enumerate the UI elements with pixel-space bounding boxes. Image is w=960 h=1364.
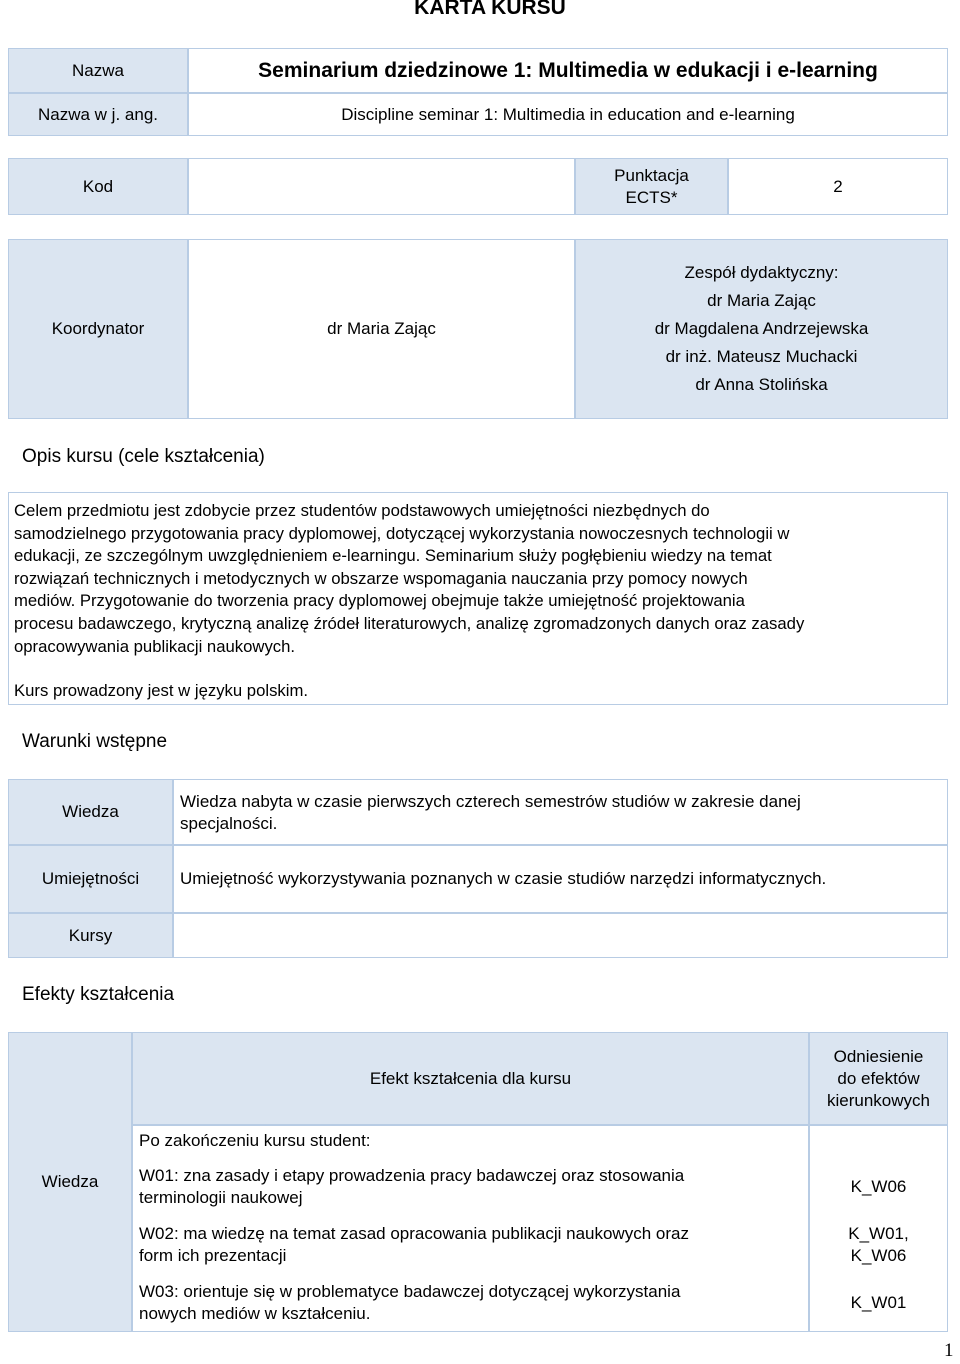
team-label: Zespół dydaktyczny: xyxy=(684,263,839,282)
ects-label-line2: ECTS* xyxy=(625,187,678,207)
course-name: Seminarium dziedzinowe 1: Multimedia w edukacji i e-learning xyxy=(188,48,948,93)
prereq-line: specjalności. xyxy=(180,814,278,833)
prereq-line: Umiejętność wykorzystywania poznanych w czasie studiów narzędzi informatycznych. xyxy=(180,869,827,888)
description-box xyxy=(8,492,948,705)
language-note: Kurs prowadzony jest w języku polskim. xyxy=(14,681,308,701)
description-line: mediów. Przygotowanie do tworzenia pracy dyplomowej obejmuje także umiejętność projektowania xyxy=(14,591,745,611)
description-line: samodzielnego przygotowania pracy dyplomowej, dotyczącej wykorzystania nowoczesnych technologii w xyxy=(14,523,790,543)
course-name-en: Discipline seminar 1: Multimedia in education and e-learning xyxy=(188,93,948,136)
outcome-line: W03: orientuje się w problematyce badawczej dotyczącej wykorzystania xyxy=(139,1282,681,1301)
team-member: dr Maria Zając xyxy=(707,291,816,310)
description-line: opracowywania publikacji naukowych. xyxy=(14,636,296,656)
outcome-line: W01: zna zasady i etapy prowadzenia pracy badawczej oraz stosowania xyxy=(139,1166,685,1185)
code-label: Kod xyxy=(8,158,188,215)
outcomes-header-reference xyxy=(809,1032,948,1125)
document-title: KARTA KURSU xyxy=(414,0,566,19)
outcome-ref-line: K_W01, xyxy=(848,1224,909,1243)
description-line: procesu badawczego, krytyczną analizę źródeł literaturowych, analizę zgromadzonych danych oraz zasady xyxy=(14,613,805,633)
prerequisites-heading: Warunki wstępne xyxy=(22,731,168,752)
outcomes-header-outcome: Efekt kształcenia dla kursu xyxy=(132,1032,809,1125)
prereq-line: Wiedza nabyta w czasie pierwszych czterech semestrów studiów w zakresie danej xyxy=(180,792,801,811)
page-number: 1 xyxy=(944,1340,954,1361)
description-heading: Opis kursu (cele kształcenia) xyxy=(22,446,265,467)
code-value xyxy=(188,158,575,215)
outcome-line: nowych mediów w kształceniu. xyxy=(139,1304,371,1323)
outcome-item xyxy=(139,1223,689,1267)
team-member: dr Magdalena Andrzejewska xyxy=(654,319,869,338)
outcomes-heading: Efekty kształcenia xyxy=(22,984,175,1005)
description-line: Celem przedmiotu jest zdobycie przez studentów podstawowych umiejętności niezbędnych do xyxy=(14,501,710,520)
outcome-line: W02: ma wiedzę na temat zasad opracowania publikacji naukowych oraz xyxy=(139,1224,689,1243)
team-member: dr inż. Mateusz Muchacki xyxy=(665,347,858,366)
prereq-value-skills xyxy=(173,845,948,913)
outcome-ref-line: K_W06 xyxy=(850,1246,907,1265)
name-label: Nazwa xyxy=(8,48,188,93)
prereq-label-knowledge: Wiedza xyxy=(8,779,173,845)
prereq-value-courses xyxy=(173,913,948,958)
ects-label xyxy=(575,158,728,215)
outcome-ref: K_W06 xyxy=(850,1177,907,1196)
prereq-value-knowledge xyxy=(173,779,948,845)
description-line: rozwiązań technicznych i metodycznych w obszarze wspomagania nauczania przy pomocy nowych xyxy=(14,568,748,588)
outcomes-intro: Po zakończeniu kursu student: xyxy=(139,1131,371,1150)
reference-header-line: Odniesienie xyxy=(833,1046,924,1066)
outcome-ref: K_W01 xyxy=(850,1293,907,1312)
outcome-ref xyxy=(809,1223,948,1267)
outcome-line: form ich prezentacji xyxy=(139,1246,287,1265)
reference-header-line: do efektów xyxy=(837,1068,920,1088)
ects-label-line1: Punktacja xyxy=(614,165,689,185)
prereq-label-courses: Kursy xyxy=(8,913,173,958)
coordinator-label: Koordynator xyxy=(8,239,188,419)
coordinator-value: dr Maria Zając xyxy=(188,239,575,419)
outcomes-category: Wiedza xyxy=(41,1172,99,1191)
outcome-item xyxy=(139,1165,684,1209)
description-line: edukacji, ze szczególnym uwzględnieniem e-learningu. Seminarium służy pogłębieniu wiedzy na temat xyxy=(14,546,772,566)
prereq-label-skills: Umiejętności xyxy=(8,845,173,913)
ects-value: 2 xyxy=(728,158,948,215)
teaching-team xyxy=(575,239,948,419)
reference-header-line: kierunkowych xyxy=(827,1090,930,1110)
outcome-line: terminologii naukowej xyxy=(139,1188,303,1207)
name-en-label: Nazwa w j. ang. xyxy=(8,93,188,136)
outcome-item xyxy=(139,1281,680,1325)
team-member: dr Anna Stolińska xyxy=(695,375,828,394)
